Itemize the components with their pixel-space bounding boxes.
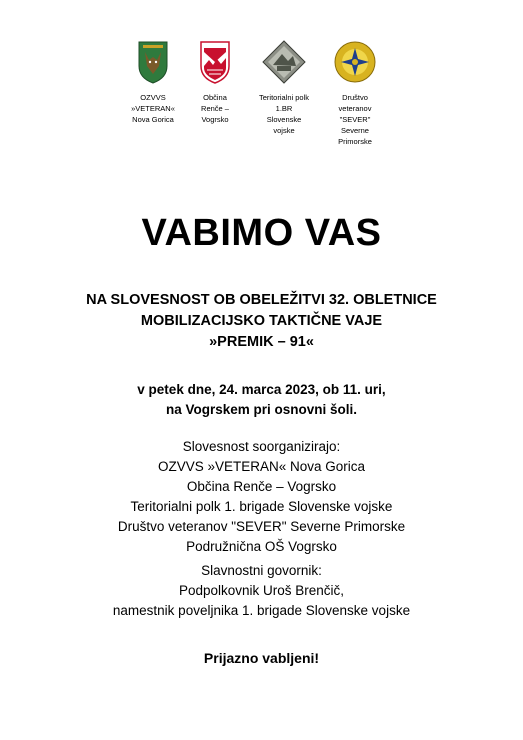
location-line: na Vogrskem pri osnovni šoli. [165, 402, 358, 417]
organizer-item: Podružnična OŠ Vogrsko [186, 539, 337, 554]
logo-caption-line: Renče – [201, 104, 229, 113]
speaker-block [0, 561, 523, 621]
logo-caption-line: Teritorialni polk [258, 93, 310, 102]
speaker-name: Podpolkovnik Uroš Brenčič, [178, 583, 345, 598]
closing-line: Prijazno vabljeni! [203, 650, 320, 666]
organizers-block [0, 437, 523, 557]
speaker-heading: Slavnostni govornik: [201, 563, 322, 578]
sever-star-emblem-icon [333, 40, 377, 84]
logo-drustvo-sever [320, 40, 390, 147]
organizer-item: Društvo veteranov "SEVER" Severne Primorske [117, 519, 406, 534]
event-subtitle [0, 290, 523, 353]
speaker-role: namestnik poveljnika 1. brigade Slovenske vojske [112, 603, 411, 618]
logo-caption-line: vojske [273, 126, 295, 135]
logo-obcina-rence-vogrsko [180, 40, 250, 125]
logo-caption-line: OZVVS [140, 93, 166, 102]
logo-caption-line: 1.BR [275, 104, 293, 113]
subtitle-line: NA SLOVESNOST OB OBELEŽITVI 32. OBLETNICE [86, 292, 437, 308]
logo-caption-line: Društvo [342, 93, 368, 102]
logo-ozvvs-veteran [118, 40, 188, 125]
logo-caption-line: Občina [203, 93, 227, 102]
invitation-title: VABIMO VAS [141, 212, 382, 254]
logo-teritorialni-polk [249, 40, 319, 136]
event-date-location [0, 380, 523, 420]
logo-caption-line: Vogrsko [201, 115, 229, 124]
organizer-item: Občina Renče – Vogrsko [186, 479, 337, 494]
logo-caption-line: Severne [341, 126, 369, 135]
subtitle-line: MOBILIZACIJSKO TAKTIČNE VAJE [140, 313, 383, 329]
organizer-item: OZVVS »VETERAN« Nova Gorica [157, 459, 366, 474]
renche-coat-of-arms-icon [199, 40, 231, 84]
subtitle-line: »PREMIK – 91« [209, 334, 314, 350]
logo-caption-line: »VETERAN« [131, 104, 175, 113]
logo-caption-line: "SEVER" [339, 115, 371, 124]
date-line: v petek dne, 24. marca 2023, ob 11. uri, [137, 382, 386, 397]
organizer-item: Teritorialni polk 1. brigade Slovenske vojske [130, 499, 393, 514]
wolf-shield-icon [137, 40, 169, 84]
terp-diamond-emblem-icon [262, 40, 306, 84]
logo-caption-line: Nova Gorica [132, 115, 174, 124]
logo-caption-line: Primorske [338, 137, 372, 146]
logo-row [118, 40, 380, 160]
logo-caption-line: Slovenske [266, 115, 302, 124]
logo-caption-line: veteranov [338, 104, 372, 113]
organizers-heading: Slovesnost soorganizirajo: [182, 439, 341, 454]
